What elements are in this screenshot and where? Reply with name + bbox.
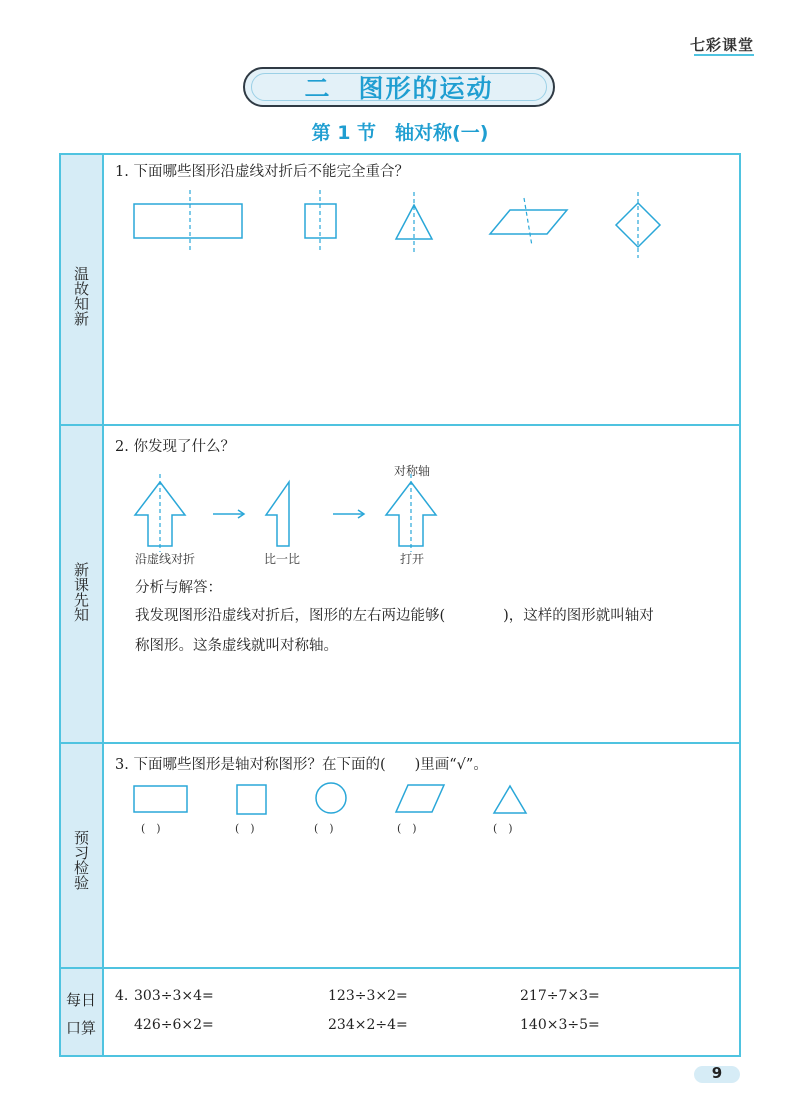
analysis-line-1: 我发现图形沿虚线对折后，图形的左右两边能够( )，这样的图形就叫轴对 xyxy=(135,608,654,624)
math-problem: 217÷7×3= xyxy=(520,988,600,1004)
answer-blank[interactable]: ( ) xyxy=(314,822,334,835)
answer-blank[interactable]: ( ) xyxy=(235,822,255,835)
math-problem: 123÷3×2= xyxy=(328,988,408,1004)
math-problem: 140×3÷5= xyxy=(520,1017,600,1033)
answer-blank[interactable]: ( ) xyxy=(141,822,161,835)
question-4-number: 4. xyxy=(115,988,129,1004)
q3-rectangle xyxy=(134,786,187,812)
brand-logo: 七彩课堂 xyxy=(689,36,754,54)
q3-triangle xyxy=(494,786,526,813)
analysis-title: 分析与解答： xyxy=(135,580,222,596)
chapter-title: 二 图形的运动 xyxy=(304,74,494,103)
answer-blank[interactable]: ( ) xyxy=(493,822,513,835)
analysis-line-2: 称图形。这条虚线就叫对称轴。 xyxy=(135,638,338,654)
caption-open: 打开 xyxy=(400,552,425,566)
caption-fold: 沿虚线对折 xyxy=(135,552,196,566)
page-number-badge xyxy=(694,1066,740,1083)
math-problem: 426÷6×2= xyxy=(134,1017,214,1033)
side-label-review: 温故知新 xyxy=(72,266,90,326)
q3-parallelogram xyxy=(396,785,444,812)
q3-circle xyxy=(316,783,346,813)
symmetry-axis-label: 对称轴 xyxy=(394,464,431,478)
math-problem: 303÷3×4= xyxy=(134,988,214,1004)
page-number: 9 xyxy=(711,1064,723,1082)
section-title: 第 1 节 轴对称(一) xyxy=(311,122,489,144)
question-2: 2. 你发现了什么？ xyxy=(115,439,235,455)
question-3: 3. 下面哪些图形是轴对称图形？在下面的( )里画“√”。 xyxy=(115,757,488,773)
side-label-new-lesson: 新课先知 xyxy=(72,562,90,622)
side-label-daily-math: 每日口算 xyxy=(66,991,97,1037)
side-label-preview: 预习检验 xyxy=(72,830,90,890)
caption-compare: 比一比 xyxy=(264,552,301,566)
question-1: 1. 下面哪些图形沿虚线对折后不能完全重合？ xyxy=(115,164,409,180)
q3-square xyxy=(237,785,266,814)
answer-blank[interactable]: ( ) xyxy=(397,822,417,835)
math-problem: 234×2÷4= xyxy=(328,1017,408,1033)
